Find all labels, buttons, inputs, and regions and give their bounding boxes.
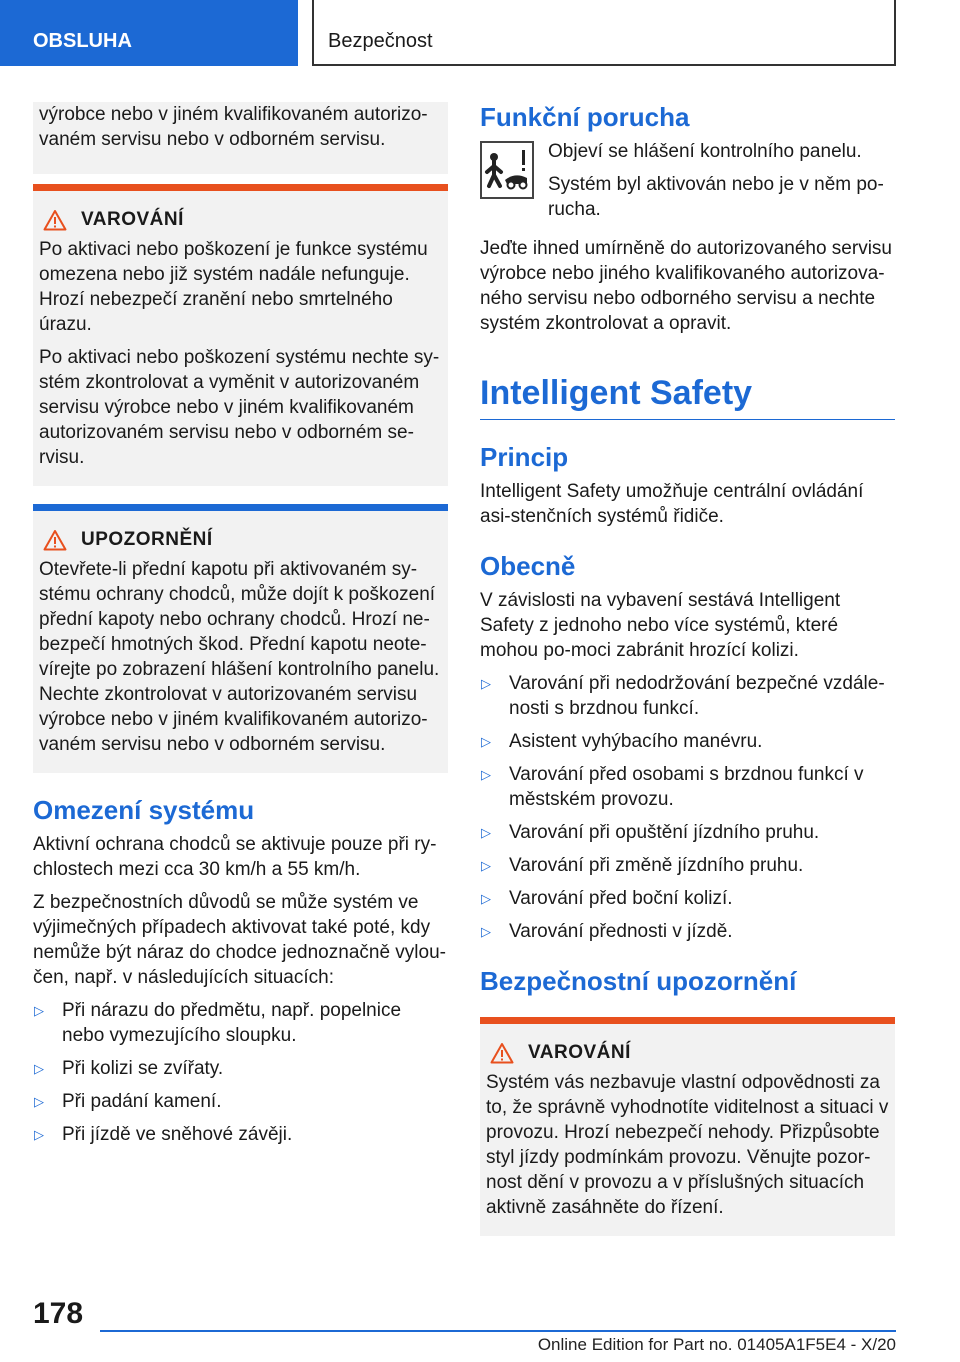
list-item: ▷ Varování při opuštění jízdního pruhu.: [481, 822, 820, 843]
safety-notes-heading: Bezpečnostní upozornění: [480, 966, 797, 996]
intro-box: [33, 102, 448, 174]
left-column: [33, 102, 448, 1155]
fault-text: Jeďte ihned umírněně do autorizovaného servisu výrobce nebo jiného kvalifikovaného autorizova-ného servisu nebo odborného servisu a nechte systém zkontrolovat a opravit.: [480, 238, 892, 334]
section-title: OBSLUHA: [33, 30, 132, 52]
principle-text: Intelligent Safety umožňuje centrální ovládání asi-stenčních systémů řidiče.: [480, 481, 864, 527]
footer-edition: Online Edition for Part no. 01405A1F5E4 - X/20: [537, 1335, 896, 1354]
bullet-icon: ▷: [34, 1094, 44, 1109]
bullet-icon: ▷: [481, 924, 491, 939]
footer-rule: [100, 1330, 896, 1332]
warning-title-row: [39, 209, 442, 231]
list-item: ▷ Při kolizi se zvířaty.: [34, 1058, 224, 1079]
chapter-title: Bezpečnost: [328, 30, 433, 52]
safety-warning-title-row: [486, 1042, 889, 1064]
fault-lines: [548, 139, 895, 230]
safety-warning-title: VAROVÁNÍ: [528, 1042, 631, 1063]
warning-triangle-icon: [43, 209, 67, 231]
features-list: [480, 671, 895, 944]
list-item: ▷ Varování při nedodržování bezpečné vzdále-nosti s brzdnou funkcí.: [481, 673, 885, 719]
bullet-icon: ▷: [481, 891, 491, 906]
chapter-tab: [312, 0, 896, 66]
section-tab: [0, 0, 298, 66]
limits-text-2: Z bezpečnostních důvodů se může systém ve výjimečných případech aktivovat také poté, kdy nemůže být náraz do chodce jednoznačně vylou-čen, např. v následujících situacích:: [33, 892, 446, 988]
principle-heading: Princip: [480, 442, 569, 472]
limits-text-1: Aktivní ochrana chodců se aktivuje pouze při ry-chlostech mezi cca 30 km/h a 55 km/h.: [33, 834, 437, 880]
list-item: ▷ Při jízdě ve sněhové závěji.: [34, 1124, 293, 1145]
warning-box: [33, 184, 448, 486]
safety-warning-text: Systém vás nezbavuje vlastní odpovědnosti za to, že správně vyhodnotíte viditelnost a situaci v provozu. Hrozí nebezpečí nehody. Přizpůsobte styl jízdy podmínkám provozu. Věnujte pozor-nost dění v provozu a v příslušných situacích aktivně zasáhněte do řízení.: [486, 1072, 889, 1218]
limits-heading: Omezení systému: [33, 795, 255, 825]
general-text: V závislosti na vybavení sestává Intelligent Safety z jednoho nebo více systémů, které mohou po-moci zabránit hrozící kolizi.: [480, 590, 841, 661]
page-number: 178: [33, 1297, 84, 1330]
warning-text-2: Po aktivaci nebo poškození systému nechte sy-stém zkontrolovat a vyměnit v autorizovaném servisu výrobce nebo v jiném kvalifikovaném autorizovaném servisu nebo v odborném se-rvisu.: [39, 347, 440, 468]
general-heading: Obecně: [480, 551, 576, 581]
intro-box-text: výrobce nebo v jiném kvalifikovaném autorizo-vaném servisu nebo v odborném servisu.: [39, 104, 428, 150]
list-item: ▷ Varování před boční kolizí.: [481, 888, 733, 909]
list-item: ▷ Varování před osobami s brzdnou funkcí v městském provozu.: [481, 764, 864, 810]
bullet-icon: ▷: [34, 1003, 44, 1018]
fault-line-1: Objeví se hlášení kontrolního panelu.: [548, 141, 862, 162]
fault-indicator-row: [480, 139, 895, 230]
warning-text-1: Po aktivaci nebo poškození je funkce systému omezena nebo již systém nadále nefunguje. Hrozí nebezpečí zranění nebo smrtelného úrazu.: [39, 239, 428, 335]
warning-triangle-icon: [490, 1042, 514, 1064]
bullet-icon: ▷: [481, 676, 491, 691]
bullet-icon: ▷: [481, 858, 491, 873]
list-item: ▷ Asistent vyhýbacího manévru.: [481, 731, 763, 752]
caution-title-row: [39, 529, 442, 551]
warning-title: VAROVÁNÍ: [81, 209, 184, 230]
intelligent-safety-heading: Intelligent Safety: [480, 374, 895, 420]
fault-line-2: Systém byl aktivován nebo je v něm po-rucha.: [548, 174, 884, 220]
caution-box: [33, 504, 448, 773]
bullet-icon: ▷: [481, 734, 491, 749]
bullet-icon: ▷: [481, 825, 491, 840]
bullet-icon: ▷: [481, 767, 491, 782]
right-column: [480, 102, 895, 1254]
bullet-icon: ▷: [34, 1127, 44, 1142]
pedestrian-protection-icon: [480, 141, 534, 199]
list-item: ▷ Varování při změně jízdního pruhu.: [481, 855, 804, 876]
limits-list: [33, 998, 448, 1147]
safety-warning-box: [480, 1017, 895, 1236]
list-item: ▷ Varování přednosti v jízdě.: [481, 921, 733, 942]
fault-heading: Funkční porucha: [480, 102, 690, 132]
caution-text: Otevřete-li přední kapotu při aktivovaném sy-stému ochrany chodců, může dojít k poškození přední kapoty nebo ochrany chodců. Hrozí ne-bezpečí hmotných škod. Přední kapotu neote-vírejte po zobrazení hlášení kontrolního panelu. Nechte zkontrolovat v autorizovaném servisu výrobce nebo v jiném kvalifikovaném autorizo-vaném servisu nebo v odborném servisu.: [39, 559, 440, 755]
bullet-icon: ▷: [34, 1061, 44, 1076]
caution-triangle-icon: [43, 529, 67, 551]
caution-title: UPOZORNĚNÍ: [81, 529, 213, 550]
list-item: ▷ Při nárazu do předmětu, např. popelnice nebo vymezujícího sloupku.: [34, 1000, 402, 1046]
list-item: ▷ Při padání kamení.: [34, 1091, 222, 1112]
